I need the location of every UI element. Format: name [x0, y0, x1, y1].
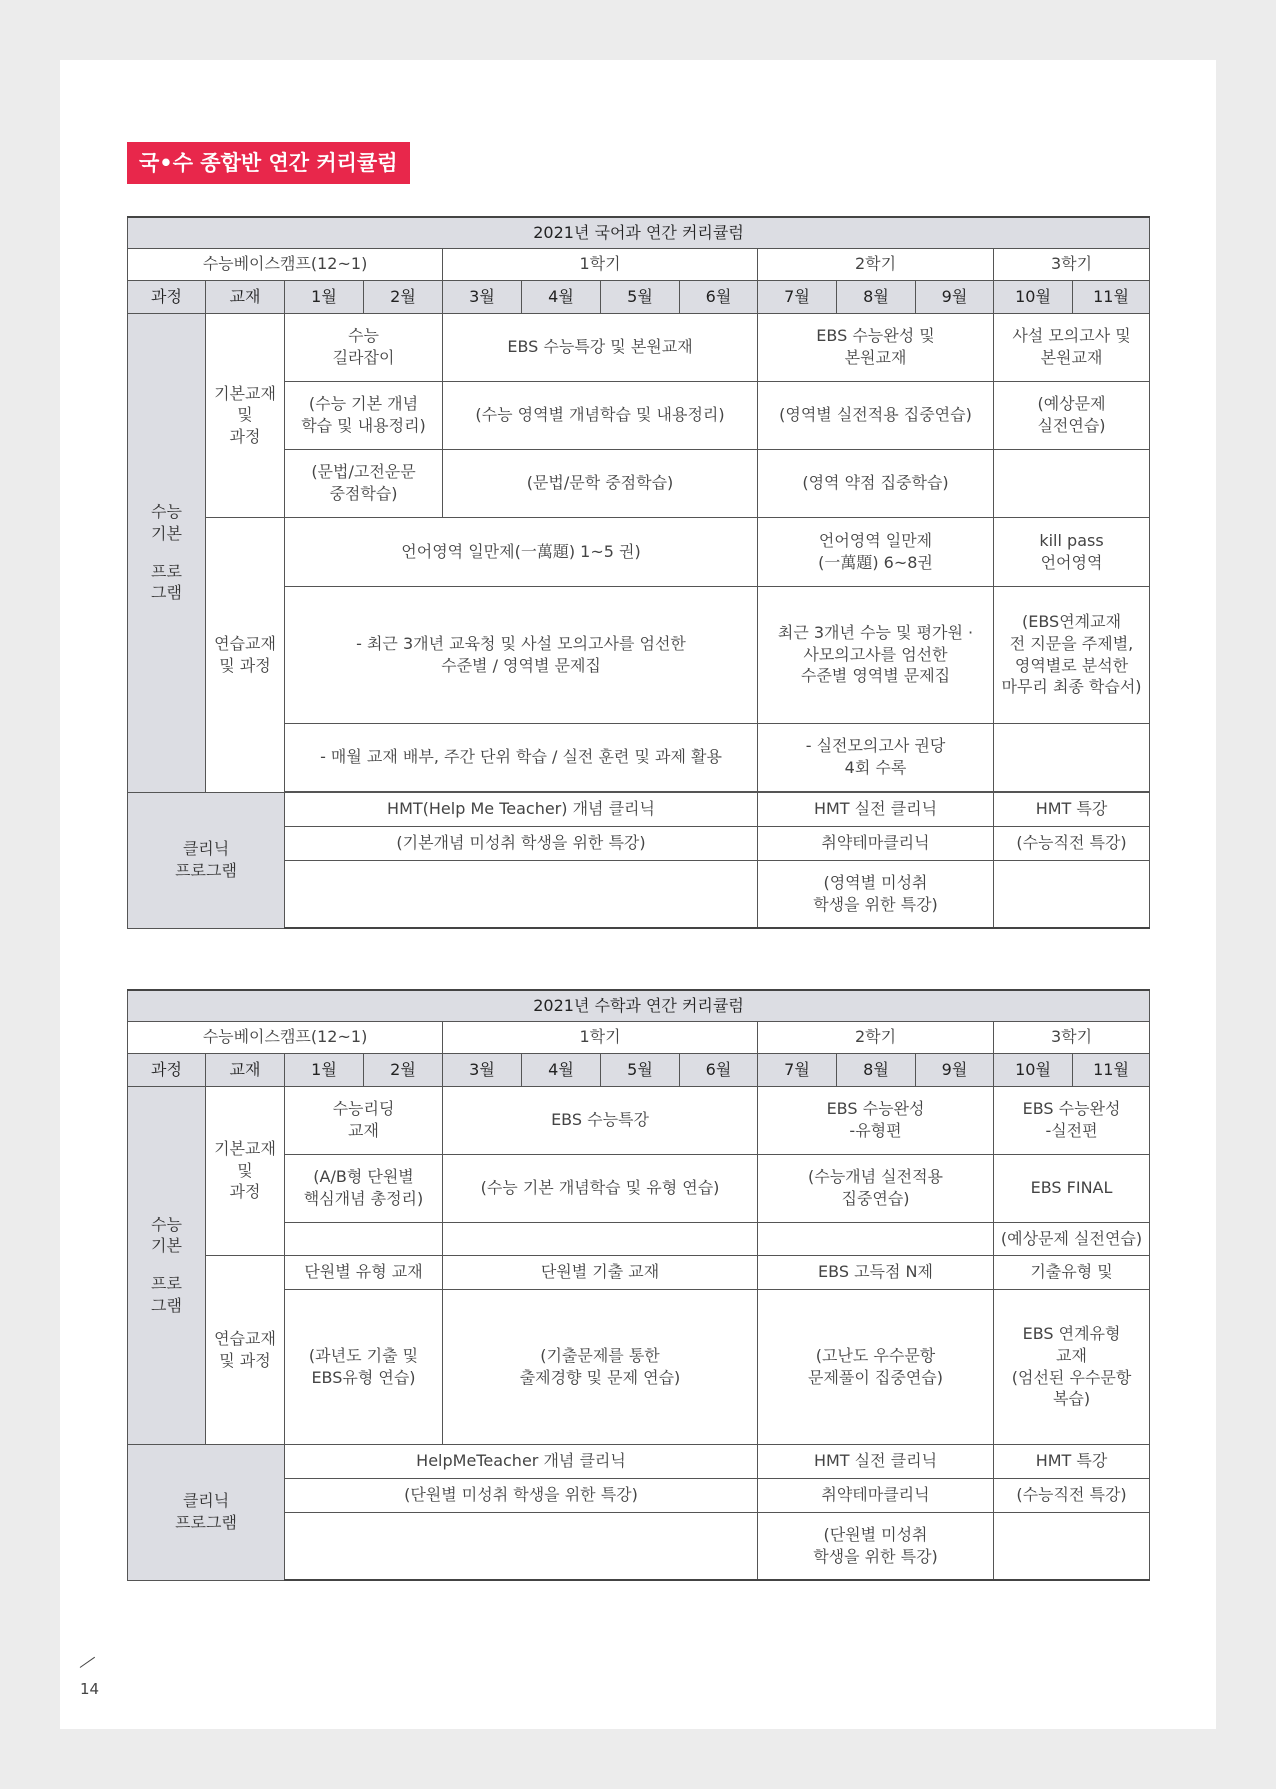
korean-practice-cell: kill pass 언어영역: [994, 517, 1150, 586]
math-basic-cell: EBS FINAL: [994, 1154, 1150, 1222]
korean-practice-cell: - 최근 3개년 교육청 및 사설 모의고사를 엄선한 수준별 / 영역별 문제집: [285, 586, 758, 723]
korean-basic-cell: [994, 449, 1150, 517]
math-clinic-cell: (단원별 미성취 학생을 위한 특강): [758, 1512, 994, 1580]
math-col-month: 9월: [916, 1053, 994, 1086]
math-curriculum-table: [127, 989, 1150, 1581]
math-period-sem3: 3학기: [994, 1021, 1150, 1053]
page-title: 국•수 종합반 연간 커리큘럼: [127, 142, 410, 184]
math-col-month: 8월: [837, 1053, 916, 1086]
korean-clinic-cell: (기본개념 미성취 학생을 위한 특강): [285, 826, 758, 860]
korean-practice-cell: - 실전모의고사 권당 4회 수록: [758, 723, 994, 791]
korean-col-month: 5월: [601, 280, 680, 313]
korean-practice-cell: (EBS연계교재 전 지문을 주제별, 영역별로 분석한 마무리 최종 학습서): [994, 586, 1150, 723]
math-clinic-cell: [994, 1512, 1150, 1580]
korean-col-month: 7월: [758, 280, 837, 313]
math-basic-cell: EBS 수능특강: [443, 1086, 758, 1154]
math-practice-label: 연습교재 및 과정: [206, 1255, 285, 1444]
korean-basic-cell: (영역 약점 집중학습): [758, 449, 994, 517]
math-practice-cell: EBS 고득점 N제: [758, 1255, 994, 1289]
math-period-sem1: 1학기: [443, 1021, 758, 1053]
korean-period-sem1: 1학기: [443, 248, 758, 280]
math-col-textbook: 교재: [206, 1053, 285, 1086]
math-col-course: 과정: [128, 1053, 206, 1086]
korean-col-month: 3월: [443, 280, 522, 313]
math-basic-cell: 수능리딩 교재: [285, 1086, 443, 1154]
math-clinic-cell: HelpMeTeacher 개념 클리닉: [285, 1444, 758, 1478]
math-col-month: 6월: [680, 1053, 758, 1086]
korean-col-month: 9월: [916, 280, 994, 313]
math-clinic-cell: HMT 실전 클리닉: [758, 1444, 994, 1478]
korean-practice-cell: 언어영역 일만제(一萬題) 1~5 권): [285, 517, 758, 586]
korean-period-camp: 수능베이스캠프(12~1): [128, 248, 443, 280]
math-col-month: 11월: [1073, 1053, 1150, 1086]
korean-col-month: 10월: [994, 280, 1073, 313]
korean-clinic-cell: (영역별 미성취 학생을 위한 특강): [758, 860, 994, 928]
korean-clinic-label: 클리닉 프로그램: [128, 792, 285, 928]
math-period-camp: 수능베이스캠프(12~1): [128, 1021, 443, 1053]
korean-col-month: 11월: [1073, 280, 1150, 313]
korean-program-label: 수능 기본 프로 그램: [128, 313, 206, 792]
korean-basic-cell: 사설 모의고사 및 본원교재: [994, 313, 1150, 381]
page-number-slash: [80, 1657, 95, 1668]
math-basic-cell: (수능개념 실전적용 집중연습): [758, 1154, 994, 1222]
korean-basic-cell: (예상문제 실전연습): [994, 381, 1150, 449]
math-clinic-cell: 취약테마클리닉: [758, 1478, 994, 1512]
korean-clinic-cell: 취약테마클리닉: [758, 826, 994, 860]
korean-clinic-cell: (수능직전 특강): [994, 826, 1150, 860]
math-clinic-cell: (수능직전 특강): [994, 1478, 1150, 1512]
korean-basic-cell: EBS 수능특강 및 본원교재: [443, 313, 758, 381]
math-practice-cell: EBS 연계유형 교재 (엄선된 우수문항 복습): [994, 1289, 1150, 1444]
korean-curriculum-table: [127, 216, 1150, 929]
korean-practice-cell: 언어영역 일만제 (一萬題) 6~8권: [758, 517, 994, 586]
math-col-month: 5월: [601, 1053, 680, 1086]
math-practice-cell: 기출유형 및: [994, 1255, 1150, 1289]
math-basic-cell: EBS 수능완성 -실전편: [994, 1086, 1150, 1154]
korean-clinic-cell: HMT 특강: [994, 792, 1150, 826]
korean-basic-label: 기본교재 및 과정: [206, 313, 285, 517]
korean-practice-label: 연습교재 및 과정: [206, 517, 285, 792]
korean-col-month: 2월: [364, 280, 443, 313]
korean-basic-cell: (문법/문학 중점학습): [443, 449, 758, 517]
math-col-month: 10월: [994, 1053, 1073, 1086]
math-period-sem2: 2학기: [758, 1021, 994, 1053]
math-col-month: 1월: [285, 1053, 364, 1086]
math-basic-cell: (A/B형 단원별 핵심개념 총정리): [285, 1154, 443, 1222]
math-clinic-cell: [285, 1512, 758, 1580]
math-basic-cell: [758, 1222, 994, 1255]
korean-basic-cell: (수능 기본 개념 학습 및 내용정리): [285, 381, 443, 449]
page-number: 14: [80, 1680, 100, 1698]
korean-practice-cell: 최근 3개년 수능 및 평가원 · 사모의고사를 엄선한 수준별 영역별 문제집: [758, 586, 994, 723]
math-clinic-cell: (단원별 미성취 학생을 위한 특강): [285, 1478, 758, 1512]
math-col-month: 3월: [443, 1053, 522, 1086]
math-table-title: 2021년 수학과 연간 커리큘럼: [128, 990, 1150, 1021]
math-basic-cell: EBS 수능완성 -유형편: [758, 1086, 994, 1154]
korean-basic-cell: EBS 수능완성 및 본원교재: [758, 313, 994, 381]
math-basic-cell: (예상문제 실전연습): [994, 1222, 1150, 1255]
math-practice-cell: 단원별 유형 교재: [285, 1255, 443, 1289]
korean-practice-cell: [994, 723, 1150, 791]
korean-col-month: 8월: [837, 280, 916, 313]
math-clinic-label: 클리닉 프로그램: [128, 1444, 285, 1580]
korean-basic-cell: (문법/고전운문 중점학습): [285, 449, 443, 517]
korean-period-sem2: 2학기: [758, 248, 994, 280]
korean-clinic-cell: HMT(Help Me Teacher) 개념 클리닉: [285, 792, 758, 826]
math-col-month: 4월: [522, 1053, 601, 1086]
korean-col-month: 4월: [522, 280, 601, 313]
korean-period-sem3: 3학기: [994, 248, 1150, 280]
math-basic-cell: [443, 1222, 758, 1255]
korean-col-course: 과정: [128, 280, 206, 313]
math-practice-cell: 단원별 기출 교재: [443, 1255, 758, 1289]
math-col-month: 7월: [758, 1053, 837, 1086]
korean-table-title: 2021년 국어과 연간 커리큘럼: [128, 217, 1150, 248]
korean-col-month: 1월: [285, 280, 364, 313]
math-basic-label: 기본교재 및 과정: [206, 1086, 285, 1255]
math-clinic-cell: HMT 특강: [994, 1444, 1150, 1478]
korean-col-textbook: 교재: [206, 280, 285, 313]
math-practice-cell: (기출문제를 통한 출제경향 및 문제 연습): [443, 1289, 758, 1444]
korean-clinic-cell: [994, 860, 1150, 928]
math-practice-cell: (과년도 기출 및 EBS유형 연습): [285, 1289, 443, 1444]
korean-practice-cell: - 매월 교재 배부, 주간 단위 학습 / 실전 훈련 및 과제 활용: [285, 723, 758, 791]
korean-basic-cell: (수능 영역별 개념학습 및 내용정리): [443, 381, 758, 449]
math-col-month: 2월: [364, 1053, 443, 1086]
page: [60, 60, 1216, 1729]
korean-clinic-cell: HMT 실전 클리닉: [758, 792, 994, 826]
math-practice-cell: (고난도 우수문항 문제풀이 집중연습): [758, 1289, 994, 1444]
korean-col-month: 6월: [680, 280, 758, 313]
math-basic-cell: [285, 1222, 443, 1255]
korean-basic-cell: (영역별 실전적용 집중연습): [758, 381, 994, 449]
korean-basic-cell: 수능 길라잡이: [285, 313, 443, 381]
math-basic-cell: (수능 기본 개념학습 및 유형 연습): [443, 1154, 758, 1222]
korean-clinic-cell: [285, 860, 758, 928]
math-program-label: 수능 기본 프로 그램: [128, 1086, 206, 1444]
